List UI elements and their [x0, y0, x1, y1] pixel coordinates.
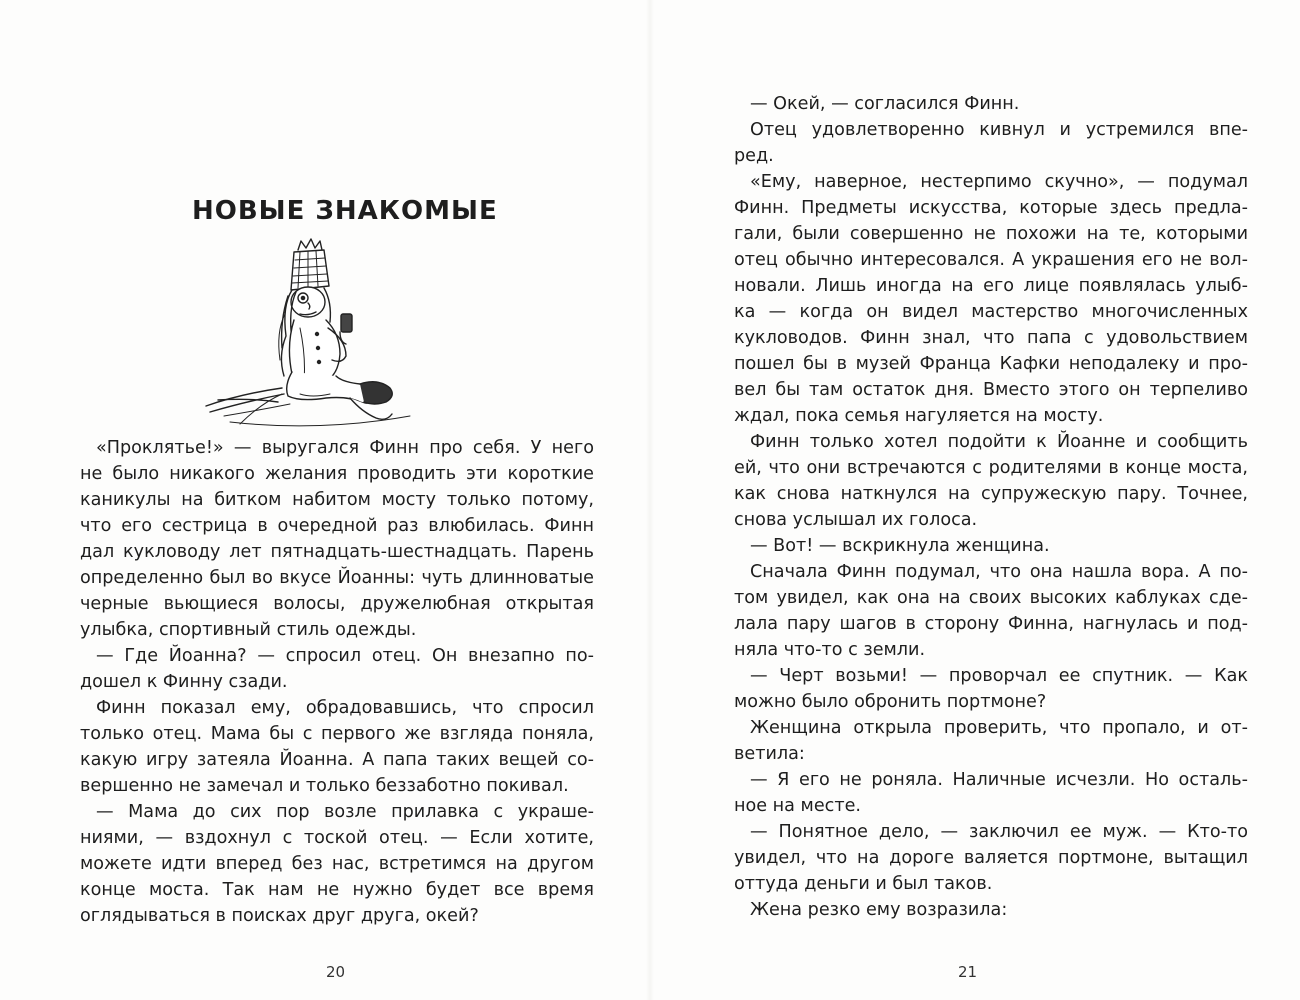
- text-line: оттуда деньги и был таков.: [734, 874, 993, 894]
- page-number: 20: [326, 963, 346, 981]
- text-line: ей, что они встречаются с родителями в конце моста,: [734, 458, 1248, 478]
- text-line: дошел к Финну сзади.: [80, 672, 288, 692]
- text-line: Жена резко ему возразила:: [750, 900, 1008, 920]
- text-line: определенно был во вкусе Йоанны: чуть длинноватые: [80, 568, 594, 588]
- text-line: не было никакого желания проводить эти короткие: [80, 464, 594, 484]
- text-line: — Черт возьми! — проворчал ее спутник. — Как: [750, 666, 1248, 686]
- text-line: няла что-то с земли.: [734, 640, 926, 660]
- text-line: дал кукловоду лет пятнадцать-шестнадцать. Парень: [80, 542, 594, 562]
- text-line: — Вот! — вскрикнула женщина.: [750, 536, 1050, 556]
- text-line: оглядываться в поисках друг друга, окей?: [80, 906, 479, 926]
- text-line: Женщина открыла проверить, что пропало, и от-: [750, 718, 1248, 738]
- text-line: Отец удовлетворенно кивнул и устремился впе-: [750, 120, 1248, 140]
- text-line: — Мама до сих пор возле прилавка с украше-: [96, 802, 594, 822]
- text-line: вел бы там остаток дня. Вместо этого он терпеливо: [734, 380, 1248, 400]
- text-line: можете идти вперед без нас, встретимся на другом: [80, 854, 594, 874]
- text-line: черные вьющиеся волосы, дружелюбная открытая: [80, 594, 594, 614]
- text-line: Сначала Финн подумал, что она нашла вора. А по-: [750, 562, 1248, 582]
- text-line: ное на месте.: [734, 796, 861, 816]
- text-line: конце моста. Так нам не нужно будет все время: [80, 880, 594, 900]
- text-line: ниями, — вздохнул с тоской отец. — Если хотите,: [80, 828, 594, 848]
- page-number: 21: [958, 963, 978, 981]
- text-line: что его сестрица в очередной раз влюбилась. Финн: [80, 516, 594, 536]
- text-line: — Я его не роняла. Наличные исчезли. Но осталь-: [750, 770, 1248, 790]
- text-line: новали. Лишь иногда на его лице появлялась улыб-: [734, 276, 1248, 296]
- text-line: ветила:: [734, 744, 805, 764]
- text-line: том увидел, как она на своих высоких каблуках сде-: [734, 588, 1248, 608]
- gnome-with-crown-illustration: [200, 236, 430, 436]
- text-line: — Где Йоанна? — спросил отец. Он внезапно по-: [96, 646, 594, 666]
- paragraph: [80, 435, 594, 929]
- text-line: увидел, что на дороге валяется портмоне, вытащил: [734, 848, 1248, 868]
- text-line: только отец. Мама бы с первого же взгляда поняла,: [80, 724, 594, 744]
- text-line: отец обычно интересовался. А украшения его не вол-: [734, 250, 1248, 270]
- text-line: Финн показал ему, обрадовавшись, что спросил: [96, 698, 594, 718]
- text-line: можно было обронить портмоне?: [734, 692, 1047, 712]
- text-line: какую игру затеяла Йоанна. А папа таких вещей со-: [80, 750, 594, 770]
- text-line: ред.: [734, 146, 774, 166]
- text-line: «Ему, наверное, нестерпимо скучно», — подумал: [750, 172, 1248, 192]
- text-line: «Проклятье!» — выругался Финн про себя. У него: [96, 438, 594, 458]
- text-line: снова услышал их голоса.: [734, 510, 978, 530]
- text-line: каникулы на битком набитом мосту только потому,: [80, 490, 594, 510]
- right-page: [650, 0, 1300, 1000]
- text-line: как снова наткнулся на супружескую пару. Точнее,: [734, 484, 1248, 504]
- text-line: ка — когда он видел мастерство многочисленных: [734, 302, 1248, 322]
- text-line: Финн. Предметы искусства, которые здесь предла-: [734, 198, 1248, 218]
- text-line: ждал, пока семья нагуляется на мосту.: [734, 406, 1104, 426]
- text-line: гали, были совершенно не похожи на те, которыми: [734, 224, 1248, 244]
- text-line: — Понятное дело, — заключил ее муж. — Кто-то: [750, 822, 1248, 842]
- text-line: Финн только хотел подойти к Йоанне и сообщить: [750, 432, 1248, 452]
- text-line: вершенно не замечал и только беззаботно покивал.: [80, 776, 569, 796]
- paragraph: [734, 91, 1248, 923]
- text-line: лала пару шагов в сторону Финна, нагнулась и под-: [734, 614, 1248, 634]
- text-line: — Окей, — согласился Финн.: [750, 94, 1020, 114]
- chapter-title: НОВЫЕ ЗНАКОМЫЕ: [192, 196, 498, 226]
- text-line: пошел бы в музей Франца Кафки неподалеку и про-: [734, 354, 1248, 374]
- text-line: улыбка, спортивный стиль одежды.: [80, 620, 417, 640]
- text-line: кукловодов. Финн знал, что папа с удовольствием: [734, 328, 1248, 348]
